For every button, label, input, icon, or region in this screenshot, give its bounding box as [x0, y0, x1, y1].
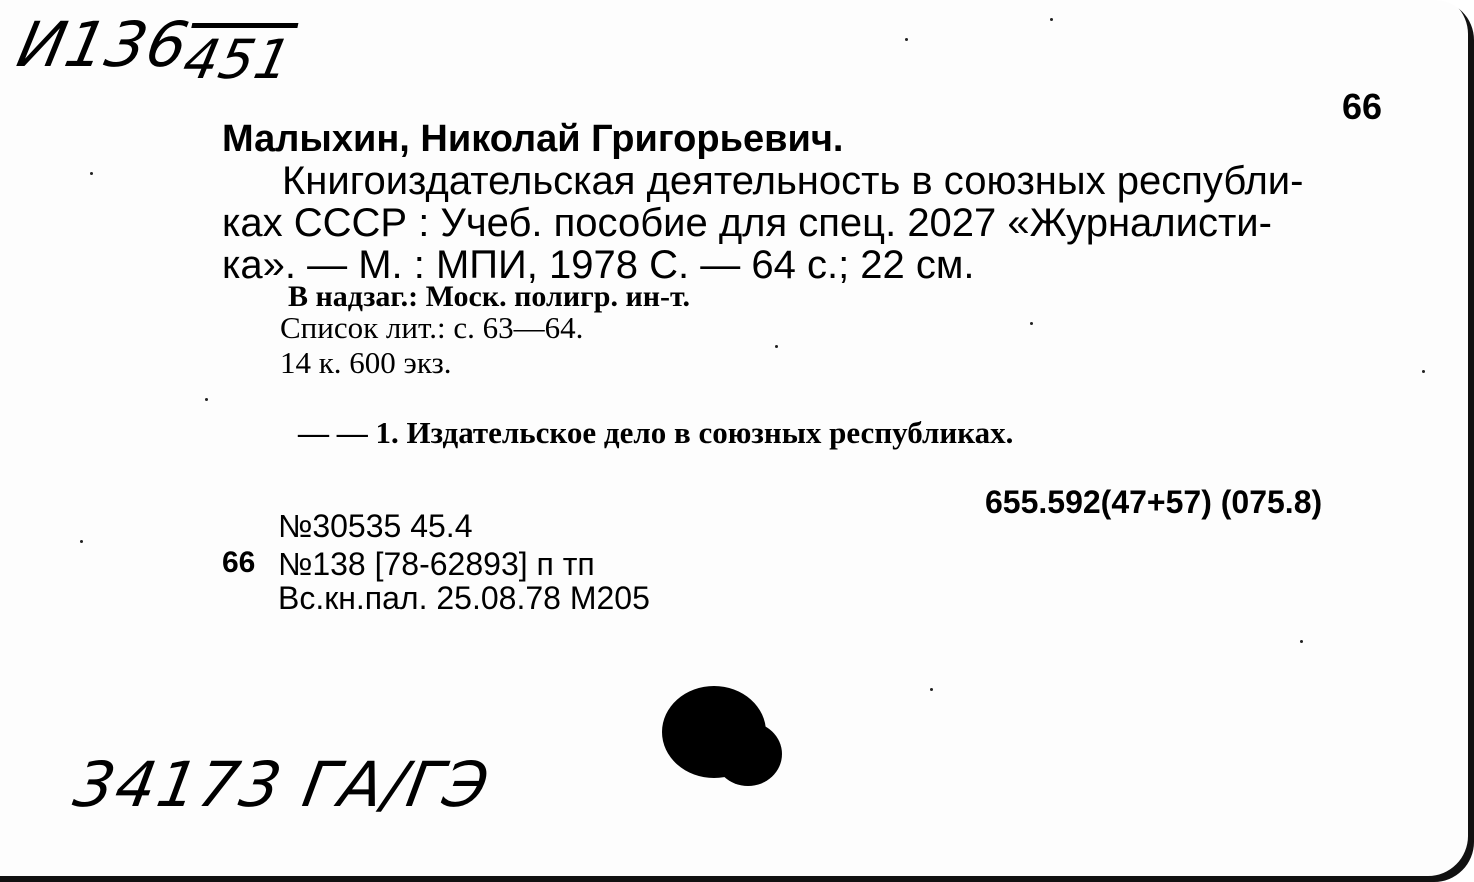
speck: [930, 688, 933, 691]
title-line: Книгоиздательская деятельность в союзных республи-: [282, 159, 1304, 203]
registry-line: №138 [78-62893] п тп: [278, 546, 595, 582]
note-line: 14 к. 600 экз.: [280, 345, 452, 380]
speck: [905, 38, 908, 41]
title-line: ках СССР : Учеб. пособие для спец. 2027 «Журналисти-: [222, 201, 1272, 245]
note-line: В надзаг.: Моск. полигр. ин-т.: [288, 280, 690, 313]
registry-number: 66: [222, 546, 256, 579]
note-line: Список лит.: с. 63—64.: [280, 310, 584, 345]
registry-line: Вс.кн.пал. 25.08.78 М205: [278, 580, 650, 616]
handwritten-shelf-mark-main: И136: [11, 8, 196, 81]
speck: [1050, 18, 1053, 21]
speck: [205, 398, 208, 401]
registry-line: №30535 45.4: [278, 508, 473, 544]
speck: [1030, 322, 1033, 325]
handwritten-shelf-mark: [9, 8, 301, 91]
speck: [775, 345, 778, 348]
author-heading: Малыхин, Николай Григорьевич.: [222, 118, 844, 160]
speck: [1422, 370, 1425, 373]
speck: [1300, 640, 1303, 643]
title-line: ка». — М. : МПИ, 1978 С. — 64 с.; 22 см.: [222, 243, 975, 287]
title-description: [222, 160, 1382, 286]
handwritten-shelf-mark-sub: 451: [177, 28, 298, 91]
speck: [90, 172, 93, 175]
card-number: 66: [1341, 86, 1382, 127]
speck: [80, 540, 83, 543]
subject-heading: — — 1. Издательское дело в союзных республиках.: [298, 415, 1014, 450]
handwritten-inventory-mark: 34173 ГА/ГЭ: [68, 748, 497, 821]
punch-hole: [656, 682, 786, 792]
udc-classification: 655.592(47+57) (075.8): [985, 484, 1323, 520]
